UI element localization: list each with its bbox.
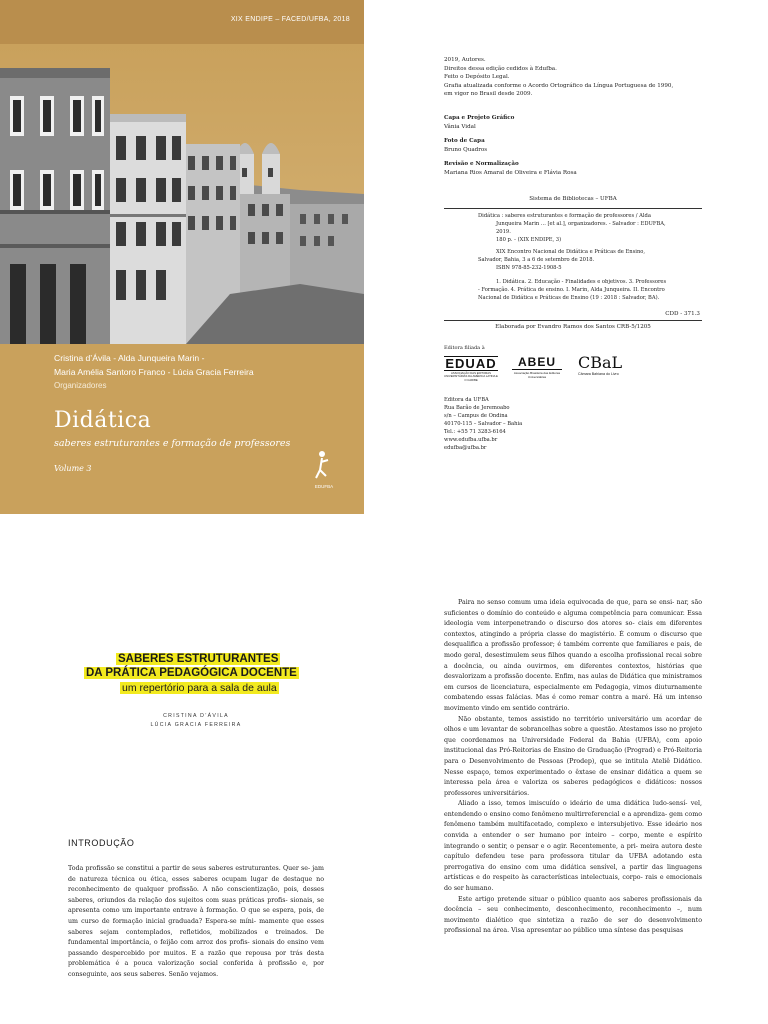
right-column-text (444, 598, 702, 937)
cover-organizers: Organizadores (54, 381, 107, 390)
library-header: Sistema de Bibliotecas – UFBA (529, 196, 617, 202)
cover-title: Didática (54, 408, 152, 433)
paragraph-text: Paira no senso comum uma ideia equivocada de que, para se ensi- nar, são suficientes o domínio do conteúdo e alguma competência para comunicar. Essa ideologia vem interpenetrando o discurso dos atores so- ciais em diferentes contextos, atingindo a própria classe do magistério. É comum o discurso que desqualifica a profissão professor; é também corrente que familiares e pais, de modo geral, desestimulem seus filhos quando a escolha profissional recai sobre a docência, ou ainda ouvirmos, em diferentes contextos, histórias que desvalorizam a profissão docente. Enfim, nas aulas de Didática que ministramos em cursos de licenciatura, especialmente em Pedagogia, vimos diuturnamente combatendo essas falácias. Mas é como remar contra a maré. Há um intenso movimento vindo em sentido contrário. (444, 599, 702, 712)
catalog-line: Nacional de Didática e Práticas de Ensino (19 : 2018 : Salvador, BA). (478, 295, 660, 301)
catalog-line: Junqueira Marin ... [et al.], organizadores. - Salvador : EDUFBA, (496, 221, 666, 227)
intro-paragraph (68, 864, 324, 981)
eduad-logo (444, 356, 498, 384)
catalog-bottom-rule (444, 320, 702, 321)
address-line[interactable]: www.edufba.ufba.br (444, 437, 498, 443)
article-title-line3: um repertório para a sala de aula (122, 682, 277, 694)
credit-value-cover: Vânia Vidal (444, 123, 476, 130)
cbal-logo-caption: Câmara Bahiana do Livro (578, 372, 619, 376)
copyright-notice (444, 56, 704, 99)
address-line: Rua Barão de Jeremoabo (444, 405, 510, 411)
copyright-line: Direitos dessa edição cedidos à Edufba. (444, 65, 557, 72)
cbal-logo-text: CBaL (578, 353, 623, 372)
credit-value-review: Mariana Rios Amaral de Oliveira e Flávia Rosa (444, 169, 577, 176)
catalog-line: 180 p. - (XIX ENDIPE, 3) (496, 237, 562, 243)
edufba-logo-icon (310, 446, 338, 490)
copyright-line: Feito o Depósito Legal. (444, 74, 510, 81)
catalog-line: Salvador, Bahia, 3 a 6 de setembro de 2018. (478, 257, 595, 263)
eduad-logo-caption: ASSOCIAÇÃO DAS EDITORAS UNIVERSITÁRIAS DA AMÉRICA LATINA E O CARIBE (444, 371, 498, 382)
catalog-line: Didática : saberes estruturantes e formação de professores / Alda (478, 213, 651, 219)
cover-volume: Volume 3 (54, 464, 92, 473)
cover-authors-line1: Cristina d’Ávila - Alda Junqueira Marin - (54, 353, 205, 363)
cover-subtitle: saberes estruturantes e formação de professores (54, 438, 291, 449)
credits (444, 114, 704, 178)
address-line: s/n – Campus de Ondina (444, 413, 508, 419)
cover-header-text: XIX ENDIPE – FACED/UFBA, 2018 (230, 16, 350, 23)
paragraph-text: Aliado a isso, temos imiscuído o ideário de uma didática ludo-sensí- vel, entendendo o ensino como fenômeno multirreferencial e a aprendiza- gem como fenômeno também multifacetado, complexo e intersubjetivo. Esse ideário nos convida a entender o ser humano por inteiro – corpo, mente e espírito integrando o sentir, o pensar e o agir. Recentemente, a pri- meira autora deste capítulo defendeu tese para professora titular da UFBA adotando esta prerrogativa do ensino com uma didática sensível, a partir das linguagens artísticas e do respeito às características intelectuais, corpo- rais e emocionais do ser humano. (444, 800, 702, 893)
catalog-line: ISBN 978-85-232-1908-5 (496, 265, 562, 271)
copyright-line: Grafia atualizada conforme o Acordo Ortográfico da Língua Portuguesa de 1990, (444, 82, 674, 89)
eduad-logo-text: EDUAD (445, 356, 497, 371)
paragraph-text: Toda profissão se constitui a partir de seus saberes estruturantes. Quer se- jam de natureza técnica ou ética, esses saberes ocupam lugar de destaque no reconhecimento de qualquer profissão. A não conscientização, pois, desses saberes, oriundos da relação dos sujeitos com suas práticas profis- sionais, se apresenta como um importante entrave à formação. O que se espera, pois, de um curso de formação inicial graduada? Espera-se míni- mamente que esses saberes sejam contemplados, refletidos, mobilizados e treinados. De fundamental importância, o feijão com arroz dos profis- sionais do ensino vem passando despercebido por muitos. E a razão que repousa por trás desta problemática é a pouca valorização social conferida à profissão e, por conseguinte, aos seus saberes. Senão vejamos. (68, 865, 324, 978)
abeu-logo-text: ABEU (512, 356, 562, 370)
copyright-line: em vigor no Brasil desde 2009. (444, 91, 533, 98)
catalog-card (478, 212, 698, 302)
cbal-logo (578, 354, 638, 384)
cover-authors-line2: Maria Amélia Santoro Franco - Lúcia Gracia Ferreira (54, 366, 254, 377)
abeu-logo-caption: Associação Brasileira das Editoras Universitárias (513, 371, 561, 379)
paragraph-text: Não obstante, temos assistido no território universitário um acordar de olhos e um levantar de sobrancelhas sobre a questão. Atestamos isso no projeto que coordenamos na Universidade Federal da Bahia (UFBA), com apoio institucional das Pró-Reitorias de Ensino de Graduação (Prograd) e Pró-Reitoria para o Desenvolvimento de Pessoas (Prodep), que se intitula Ateliê Didático. Nesse espaço, temos experimentado o êxtase de ensinar didática a quem se interessa pela área e valoriza os saberes pedagógicos e didáticos: nossos professores universitários. (444, 715, 702, 797)
cover-authors (54, 352, 254, 393)
credit-label-photo: Foto de Capa (444, 138, 485, 145)
cover-logo-label: EDUFBA (314, 484, 334, 489)
section-heading-intro: INTRODUÇÃO (68, 838, 135, 848)
paragraph-text: Este artigo pretende situar o público quanto aos saberes profissionais da docência – seu conhecimento, desconhecimento, reconhecimento –, num movimento dialético que sintetiza a razão de ser do desenvolvimento profissional na área. Visa apresentar ao público uma síntese das pesquisas (444, 895, 702, 935)
affiliated-label: Editora filiada à (444, 345, 485, 351)
catalog-line: 1. Didática. 2. Educação - Finalidades e objetivos. 3. Professores (496, 279, 667, 285)
address-line[interactable]: edufba@ufba.br (444, 445, 487, 451)
cover-header-band (0, 0, 364, 44)
credit-label-cover: Capa e Projeto Gráfico (444, 115, 515, 121)
credit-label-review: Revisão e Normalização (444, 161, 519, 168)
prepared-by: Elaborada por Evandro Ramos dos Santos CRB-5/1205 (495, 324, 651, 330)
address-line: 40170-115 – Salvador – Bahia (444, 421, 523, 427)
abeu-logo (512, 356, 562, 384)
book-cover (0, 0, 364, 514)
article-title-line1: SABERES ESTRUTURANTES (118, 653, 279, 665)
address-line: Tel.: +55 71 3283-6164 (444, 429, 506, 435)
author-2: LÚCIA GRACIA FERREIRA (150, 722, 242, 728)
catalog-line: XIX Encontro Nacional de Didática e Práticas de Ensino, (496, 249, 646, 255)
cover-photo (0, 44, 364, 344)
article-title-line2: DA PRÁTICA PEDAGÓGICA DOCENTE (86, 667, 297, 679)
credit-value-photo: Bruno Quadros (444, 146, 488, 153)
catalog-line: 2019. (496, 229, 511, 235)
address-line: Editora da UFBA (444, 397, 489, 403)
catalog-line: - Formação. 4. Prática de ensino. I. Marin, Alda Junqueira. II. Encontro (478, 287, 665, 293)
copyright-line: 2019, Autores. (444, 57, 486, 63)
catalog-top-rule (444, 208, 702, 209)
cdd: CDD - 371.3 (665, 311, 700, 317)
publisher-address (444, 396, 564, 452)
author-1: CRISTINA D’ÁVILA (163, 713, 229, 719)
